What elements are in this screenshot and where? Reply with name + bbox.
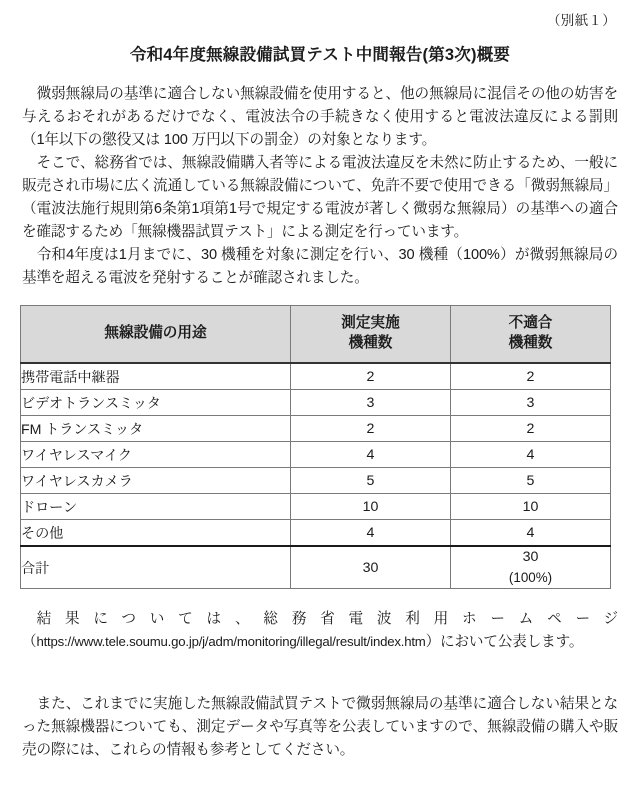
cell-measured: 10: [291, 494, 451, 520]
results-url: https://www.tele.soumu.go.jp/j/adm/monitoring/illegal/result/index.htm: [36, 634, 426, 650]
column-header-nonconforming-line2: 機種数: [508, 335, 553, 351]
cell-nonconforming: 5: [451, 468, 611, 494]
cell-measured: 2: [291, 416, 451, 442]
table-row: [21, 468, 611, 494]
table-header: [21, 306, 611, 364]
table-row: [21, 363, 611, 390]
intro-paragraphs: [22, 83, 618, 290]
attachment-annotation: （別紙１）: [547, 13, 616, 28]
cell-measured: 4: [291, 520, 451, 547]
table-row: [21, 494, 611, 520]
cell-use: ビデオトランスミッタ: [21, 390, 291, 416]
paragraph-3: 令和4年度は1月までに、30 機種を対象に測定を行い、30 機種（100%）が微弱無線局の基準を超える電波を発射することが確認されました。: [22, 247, 618, 287]
cell-measured: 4: [291, 442, 451, 468]
table-total-row: [21, 546, 611, 589]
cell-nonconforming: 3: [451, 390, 611, 416]
cell-use: ドローン: [21, 494, 291, 520]
total-nonconforming-percent: (100%): [508, 570, 553, 586]
paragraph-4-suffix: ）において公表します。: [425, 634, 584, 651]
cell-measured: 2: [291, 363, 451, 390]
cell-total-measured: 30: [291, 546, 451, 589]
table-body: [21, 363, 611, 589]
paragraph-4: [22, 608, 618, 654]
column-header-measured-line1: 測定実施: [341, 315, 400, 332]
paragraph-4-prefix: 結果については、総務省電波利用ホームページ（: [22, 611, 618, 651]
column-header-measured: [291, 306, 451, 364]
cell-nonconforming: 2: [451, 416, 611, 442]
total-nonconforming-value: 30: [522, 549, 539, 565]
cell-use: ワイヤレスカメラ: [21, 468, 291, 494]
table-row: [21, 390, 611, 416]
paragraph-1: 微弱無線局の基準に適合しない無線設備を使用すると、他の無線局に混信その他の妨害を与えるおそれがあるだけでなく、電波法令の手続きなく使用すると電波法違反による罰則（1年以下の懲役又は 100 万円以下の罰金）の対象となります。: [22, 86, 618, 149]
cell-total-label: 合計: [21, 546, 291, 589]
table-row: [21, 520, 611, 547]
cell-total-nonconforming: [451, 546, 611, 589]
paragraph-2: そこで、総務省では、無線設備購入者等による電波法違反を未然に防止するため、一般に販売され市場に広く流通している無線設備について、免許不要で使用できる「微弱無線局」（電波法施行規則第6条第1項第1号で規定する電波が著しく微弱な無線局）の基準への適合を確認するため「無線機器試買テスト」による測定を行っています。: [22, 155, 618, 241]
cell-use: 携帯電話中継器: [21, 363, 291, 390]
table-row: [21, 416, 611, 442]
cell-nonconforming: 4: [451, 442, 611, 468]
table-header-row: [21, 306, 611, 364]
paragraph-5: また、これまでに実施した無線設備試買テストで微弱無線局の基準に適合しない結果となった無線機器についても、測定データや写真等を公表していますので、無線設備の購入や販売の際には、これらの情報も参考としてください。: [22, 696, 618, 759]
cell-use: その他: [21, 520, 291, 547]
page-title: 令和4年度無線設備試買テスト中間報告(第3次)概要: [129, 46, 511, 65]
column-header-measured-line2: 機種数: [348, 335, 393, 351]
cell-measured: 5: [291, 468, 451, 494]
results-table: [20, 305, 611, 589]
cell-nonconforming: 4: [451, 520, 611, 547]
cell-use: FM トランスミッタ: [21, 416, 291, 442]
column-header-nonconforming-line1: 不適合: [508, 315, 553, 332]
cell-measured: 3: [291, 390, 451, 416]
cell-nonconforming: 10: [451, 494, 611, 520]
column-header-use: [21, 306, 291, 364]
advisory-paragraph: [22, 693, 618, 762]
results-table-container: [20, 305, 610, 589]
cell-use: ワイヤレスマイク: [21, 442, 291, 468]
cell-nonconforming: 2: [451, 363, 611, 390]
table-row: [21, 442, 611, 468]
column-header-use-label: 無線設備の用途: [104, 325, 207, 342]
column-header-nonconforming: [451, 306, 611, 364]
results-publication-paragraph: [22, 608, 618, 654]
